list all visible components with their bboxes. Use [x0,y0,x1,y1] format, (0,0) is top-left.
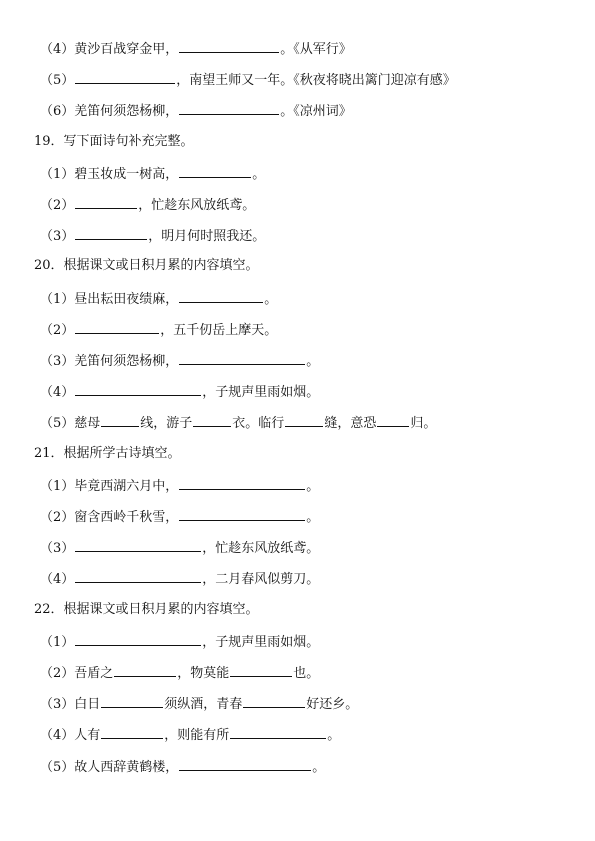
answer-blank[interactable] [75,69,175,84]
answer-blank[interactable] [243,693,305,708]
fill-item [40,288,575,308]
answer-blank[interactable] [230,724,326,739]
answer-blank[interactable] [179,506,305,521]
line-text: （4）黄沙百战穿金甲， [40,42,179,57]
line-text: 缝，意恐 [324,416,377,432]
answer-blank[interactable] [179,38,279,53]
line-text: 21．根据所学古诗填空。 [34,445,181,461]
line-text: （2） [40,322,75,338]
line-text: （4） [40,572,75,588]
answer-blank[interactable] [101,693,163,708]
answer-blank[interactable] [230,662,292,677]
line-text: 。《凉州词》 [280,104,352,120]
answer-blank[interactable] [377,412,409,427]
line-text: 。 [306,478,320,494]
line-text: （2） [40,198,75,213]
line-text: （5） [40,73,75,89]
answer-blank[interactable] [193,412,231,427]
fill-item [40,381,575,401]
fill-item [40,475,575,495]
line-text: 线，游子 [140,416,193,432]
line-text: 20．根据课文或日积月累的内容填空。 [34,258,259,274]
answer-blank[interactable] [179,350,305,365]
line-text: ，明月何时照我还。 [148,229,266,245]
question-heading [34,132,575,152]
question-heading [34,444,575,464]
fill-item [40,38,575,58]
fill-item [40,662,575,682]
fill-item [40,350,575,370]
answer-blank[interactable] [114,662,176,677]
line-text: 。 [306,510,320,525]
line-text: ，二月春风似剪刀。 [202,572,320,588]
line-text: 。 [252,166,266,182]
line-text: 22．根据课文或日积月累的内容填空。 [34,601,259,617]
line-text: 19．写下面诗句补充完整。 [34,133,194,149]
line-text: （2）窗含西岭千秋雪， [40,510,179,525]
line-text: 。 [306,354,320,369]
fill-item [40,225,575,245]
line-text: （1） [40,634,75,650]
line-text: 须纵酒，青春 [164,697,243,713]
line-text: ，五千仞岳上摩天。 [160,322,278,338]
fill-item [40,631,575,651]
line-text: （1）毕竟西湖六月中， [40,478,179,494]
answer-blank[interactable] [75,568,201,583]
answer-blank[interactable] [75,319,159,334]
answer-blank[interactable] [179,163,251,178]
line-text: 衣。临行 [232,416,285,432]
line-text: 。《从军行》 [280,42,352,57]
line-text: ，忙趁东风放纸鸢。 [202,541,320,557]
line-text: （4） [40,385,75,401]
answer-blank[interactable] [75,631,201,646]
line-text: ，子规声里雨如烟。 [202,634,320,650]
line-text: （3） [40,541,75,557]
answer-blank[interactable] [101,412,139,427]
answer-blank[interactable] [75,225,147,240]
line-text: ，子规声里雨如烟。 [202,385,320,401]
fill-item [40,69,575,89]
fill-item [40,412,575,432]
line-text: ，忙趁东风放纸鸢。 [138,198,256,213]
line-text: （4）人有 [40,728,101,744]
answer-blank[interactable] [179,100,279,115]
fill-item [40,163,575,183]
answer-blank[interactable] [75,381,201,396]
answer-blank[interactable] [75,537,201,552]
line-text: ，物莫能 [177,666,230,681]
line-text: （3）白日 [40,697,101,713]
fill-item [40,506,575,526]
line-text: 。 [312,759,326,775]
answer-blank[interactable] [179,756,311,771]
line-text: 也。 [293,666,320,681]
line-text: 。 [264,291,278,307]
line-text: （5）慈母 [40,416,101,432]
line-text: 归。 [410,416,437,432]
fill-item [40,100,575,120]
fill-item [40,319,575,339]
fill-item [40,194,575,214]
line-text: （5）故人西辞黄鹤楼， [40,759,179,775]
answer-blank[interactable] [101,724,163,739]
line-text: （1）碧玉妆成一树高， [40,166,179,182]
line-text: （2）吾盾之 [40,666,114,681]
question-heading [34,256,575,276]
question-heading [34,600,575,620]
answer-blank[interactable] [75,194,137,209]
line-text: ，则能有所 [164,728,230,744]
answer-blank[interactable] [285,412,323,427]
fill-item [40,756,575,776]
line-text: ，南望王师又一年。《秋夜将晓出篱门迎凉有感》 [176,73,456,89]
line-text: 。 [327,728,341,744]
line-text: （3）羌笛何须怨杨柳， [40,354,179,369]
line-text: （6）羌笛何须怨杨柳， [40,104,179,120]
line-text: （3） [40,229,75,245]
fill-item [40,568,575,588]
fill-item [40,537,575,557]
line-text: （1）昼出耘田夜绩麻， [40,291,179,307]
fill-item [40,693,575,713]
line-text: 好还乡。 [306,697,359,713]
answer-blank[interactable] [179,288,263,303]
answer-blank[interactable] [179,475,305,490]
fill-item [40,724,575,744]
